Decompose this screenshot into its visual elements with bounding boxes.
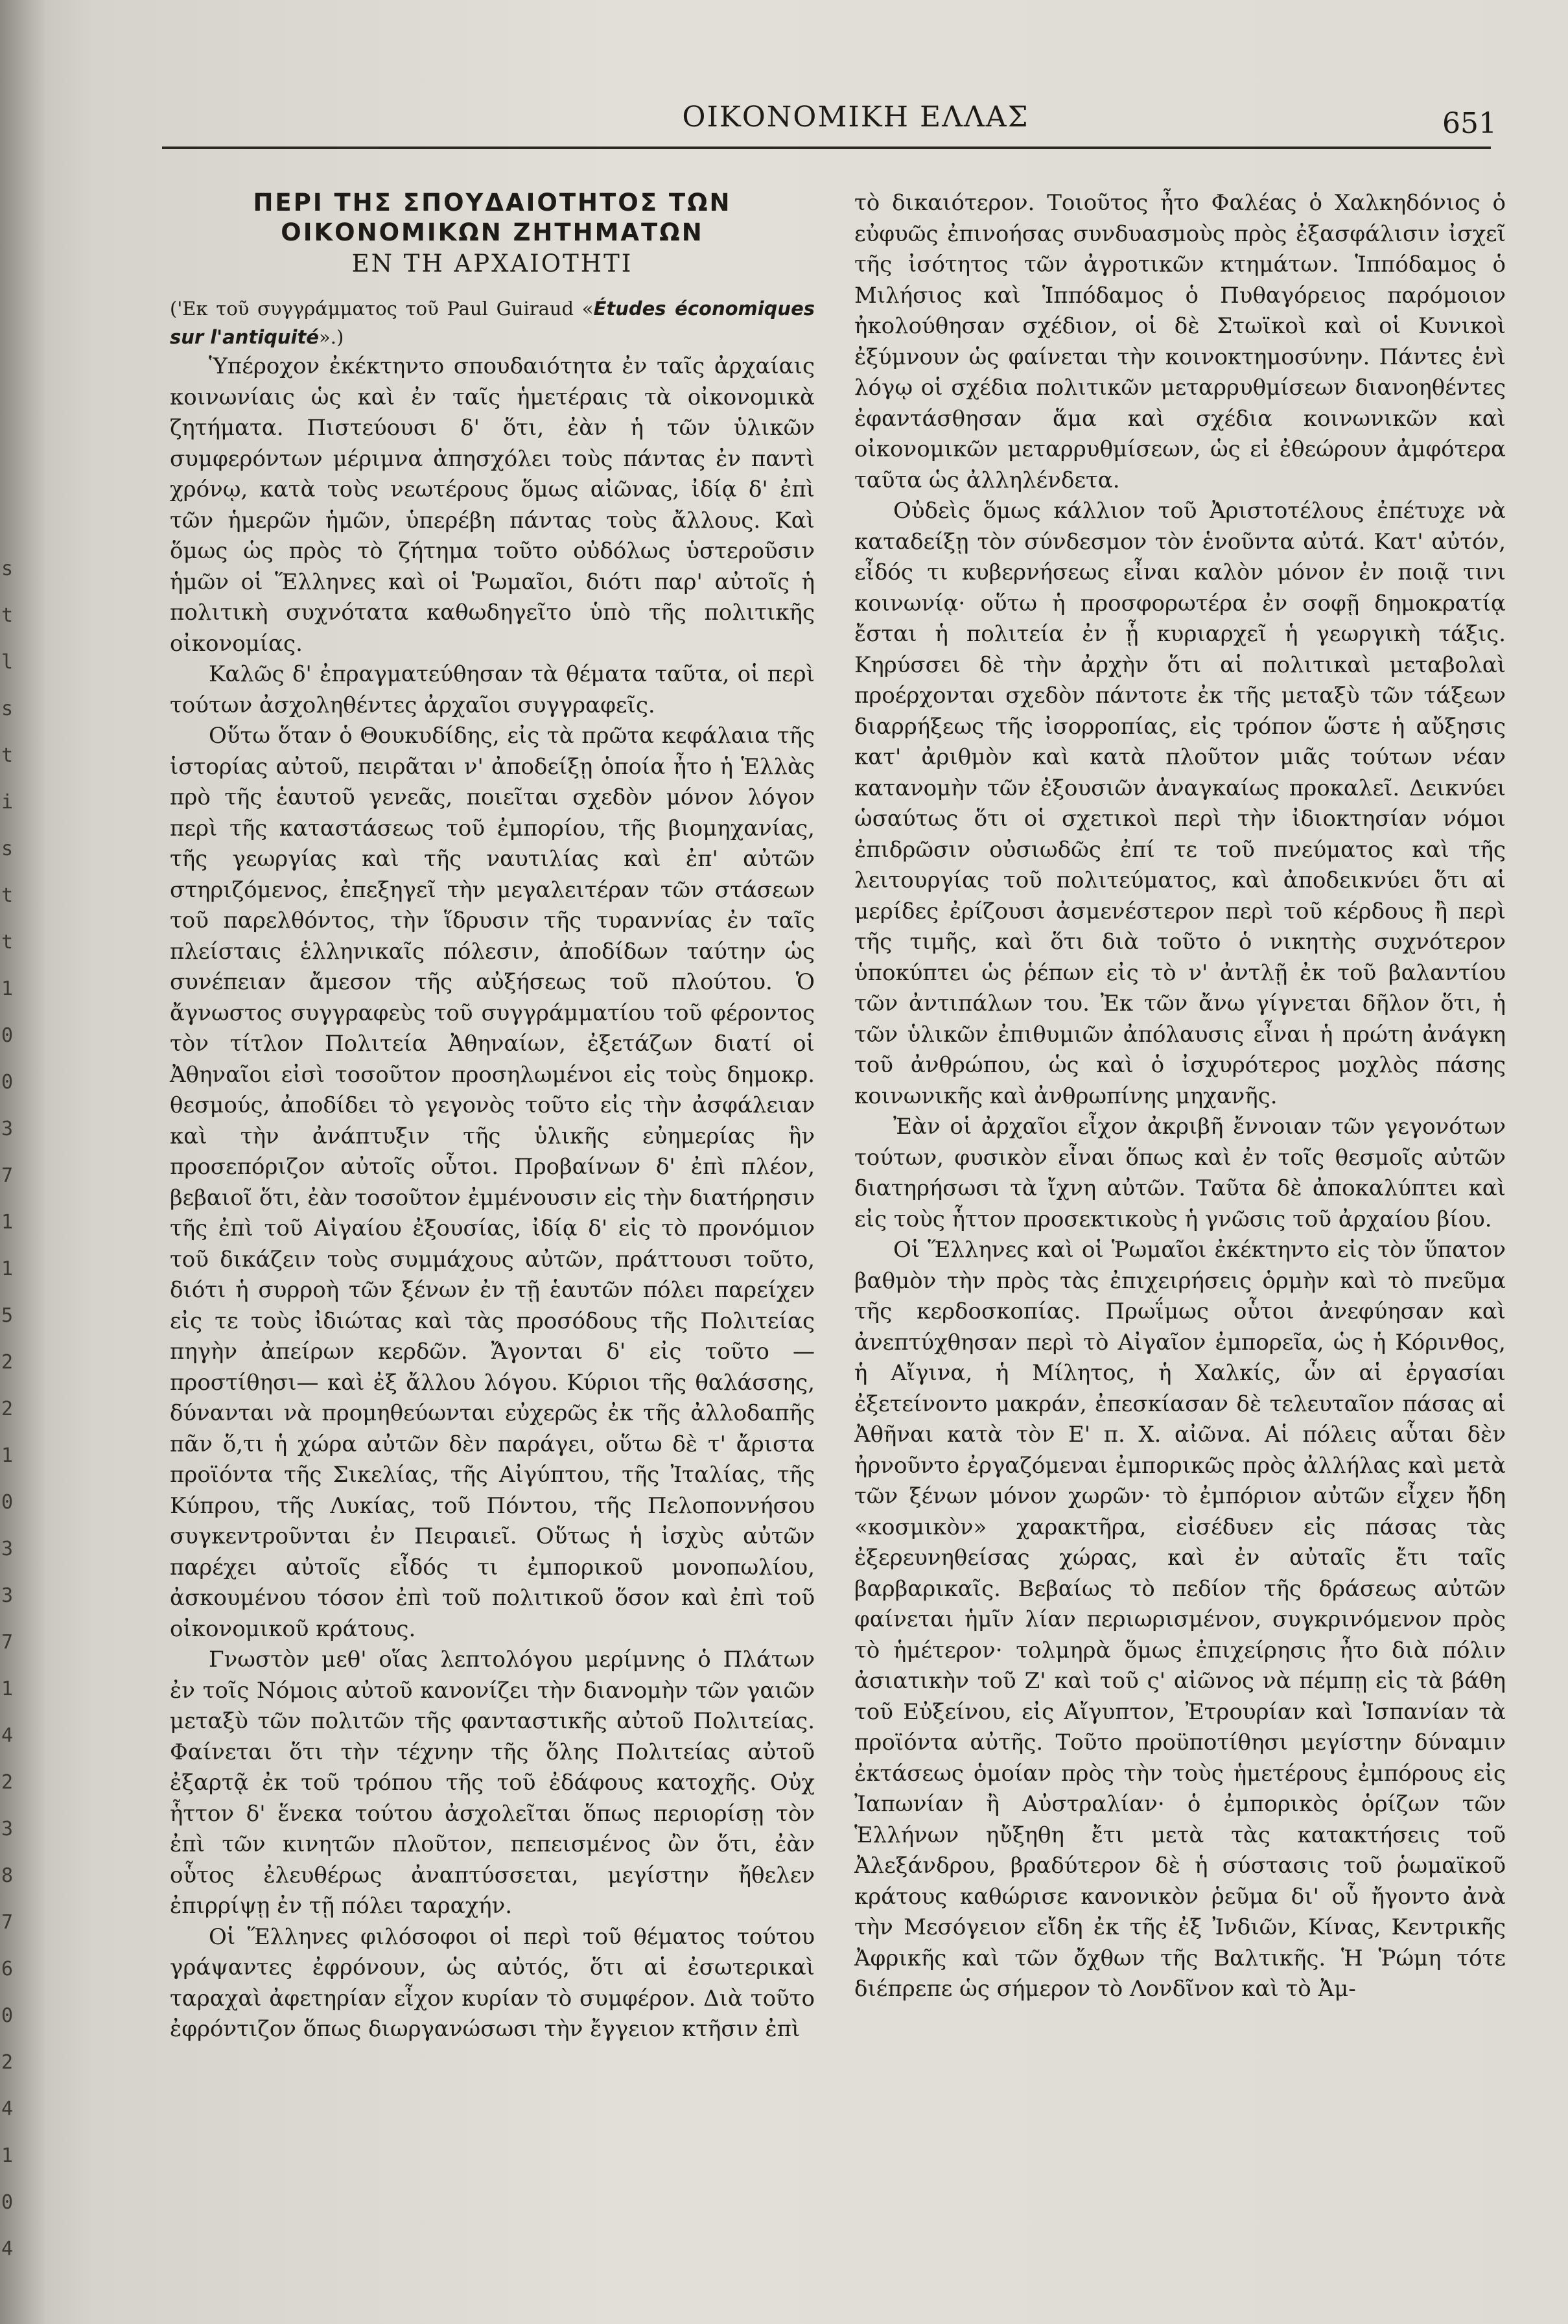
edge-mark: 2 — [1, 2051, 14, 2074]
source-note — [170, 294, 815, 351]
edge-mark: l — [1, 651, 14, 674]
edge-mark: 8 — [1, 1864, 14, 1887]
edge-mark: 0 — [1, 1071, 14, 1094]
paragraph: Καλῶς δ' ἐπραγματεύθησαν τὰ θέματα ταῦτα, οἱ περὶ τούτων ἀσχοληθέντες ἀρχαῖοι συγγραφεῖς. — [170, 661, 815, 718]
paragraph: Ὑπέροχον ἐκέκτηντο σπουδαιότητα ἐν ταῖς ἀρχαίαις κοινωνίαις ὡς καὶ ἐν ταῖς ἡμετέραις τὰ οἰκονομικὰ ζητήματα. Πιστεύουσι δ' ὅτι, ἐὰν ἡ τῶν ὑλικῶν συμφερόντων μέριμνα ἀπησχόλει τοὺς πάντας ἐν παντὶ χρόνῳ, κατὰ τοὺς νεωτέρους ὅμως αἰῶνας, ἰδίᾳ δ' ἐπὶ τῶν ἡμερῶν ἡμῶν, ὑπερέβη πάντας τοὺς ἄλλους. Καὶ ὅμως ὡς πρὸς τὸ ζήτημα τοῦτο οὐδόλως ὑστεροῦσιν ἡμῶν οἱ Ἕλληνες καὶ οἱ Ῥωμαῖοι, διότι παρ' αὐτοῖς ἡ πολιτικὴ συχνότατα καθωδηγεῖτο ὑπὸ τῆς πολιτικῆς οἰκονομίας. — [170, 353, 815, 657]
source-prefix: ('Εκ τοῦ συγγράμματος τοῦ Paul Guiraud « — [170, 298, 594, 320]
edge-mark: 7 — [1, 1164, 14, 1187]
edge-mark: s — [1, 698, 14, 720]
edge-mark: 4 — [1, 2098, 14, 2120]
edge-mark: 7 — [1, 1911, 14, 1934]
edge-mark: 7 — [1, 1631, 14, 1654]
paragraph: Γνωστὸν μεθ' οἵας λεπτολόγου μερίμνης ὁ Πλάτων ἐν τοῖς Νόμοις αὐτοῦ κανονίζει τὴν διανομὴν τῶν γαιῶν μεταξὺ τῶν πολιτῶν τῆς φανταστικῆς αὐτοῦ Πολιτείας. Φαίνεται ὅτι τὴν τέχνην τῆς ὅλης Πολιτείας αὐτοῦ ἐξαρτᾷ ἐκ τοῦ τρόπου τῆς τοῦ ἐδάφους κατοχῆς. Οὐχ ἧττον δ' ἕνεκα τούτου ἀσχολεῖται ὅπως περιορίσῃ τὸν ἐπὶ τῶν κινητῶν πλοῦτον, πεπεισμένος ὢν ὅτι, ἐὰν οὗτος ἐλευθέρως ἀναπτύσσεται, μεγίστην ἤθελεν ἐπιρρίψῃ ἐν τῇ πόλει ταραχήν. — [170, 1647, 815, 1919]
header-rule — [162, 147, 1491, 149]
edge-mark: 2 — [1, 1398, 14, 1420]
source-work-title: Études économiques sur l'antiquité — [170, 298, 815, 348]
edge-mark: t — [1, 744, 14, 767]
edge-mark: 0 — [1, 2191, 14, 2214]
left-column — [170, 188, 815, 2045]
edge-mark: t — [1, 884, 14, 907]
paragraph: Οὐδεὶς ὅμως κάλλιον τοῦ Ἀριστοτέλους ἐπέτυχε νὰ καταδείξῃ τὸν σύνδεσμον τὸν ἑνοῦντα αὐτά. Κατ' αὐτόν, εἶδός τι κυβερνήσεως εἶναι καλὸν μόνον ἐν ποιᾷ τινι κοινωνίᾳ· οὕτω ἡ προσφορωτέρα ἐν σοφῇ δημοκρατίᾳ ἔσται ἡ πολιτεία ἐν ᾗ κυριαρχεῖ ἡ γεωργικὴ τάξις. Κηρύσσει δὲ τὴν ἀρχὴν ὅτι αἱ πολιτικαὶ μεταβολαὶ προέρχονται σχεδὸν πάντοτε ἐκ τῆς μεταξὺ τῶν τάξεων διαρρήξεως τῆς ἰσορροπίας, εἰς τρόπον ὥστε ἡ αὔξησις κατ' ἀριθμὸν καὶ κατὰ πλοῦτον μιᾶς τούτων νέαν κατανομὴν τῶν ἐξουσιῶν ἀναγκαίως προκαλεῖ. Δεικνύει ὡσαύτως ὅτι οἱ σχετικοὶ περὶ τὴν ἰδιοκτησίαν νόμοι ἐπιδρῶσιν οὐσιωδῶς ἐπί τε τοῦ πνεύματος καὶ τῆς λειτουργίας τοῦ πολιτεύματος, καὶ ἀποδεικνύει ὅτι αἱ μερίδες ἐρίζουσι ἀσμενέστερον περὶ τοῦ κέρδους ἢ περὶ τῆς τιμῆς, καὶ ὅτι διὰ τοῦτο ὁ νικητὴς συχνότερον ὑποκύπτει ὡς ῥέπων εἰς τὸ ν' ἀντλῇ ἐκ τοῦ βαλαντίου τῶν ἀντιπάλων του. Ἐκ τῶν ἄνω γίγνεται δῆλον ὅτι, ἡ τῶν ὑλικῶν ἐπιθυμιῶν ἀπόλαυσις εἶναι ἡ πρώτη ἀνάγκη τοῦ ἀνθρώπου, ὡς καὶ ὁ ἰσχυρότερος μοχλὸς πάσης κοινωνικῆς καὶ ἀνθρωπίνης μηχανῆς. — [854, 498, 1506, 1109]
edge-mark: 3 — [1, 1818, 14, 1840]
paragraph: τὸ δικαιότερον. Τοιοῦτος ἦτο Φαλέας ὁ Χαλκηδόνιος ὁ εὐφυῶς ἐπινοήσας συνδυασμοὺς πρὸς ἐξασφάλισιν ἰσχεῖ τῆς ἰσότητος τῶν ἀγροτικῶν κτημάτων. Ἱππόδαμος ὁ Μιλήσιος καὶ Ἱππόδαμος ὁ Πυθαγόρειος παρόμοιον ἠκολούθησαν σχέδιον, οἱ δὲ Στωϊκοὶ καὶ οἱ Κυνικοὶ ἐξύμνουν ὡς φαίνεται τὴν κοινοκτημοσύνην. Πάντες ἑνὶ λόγῳ οἱ σχέδια πολιτικῶν μεταρρυθμίσεων διανοηθέντες ἐφαντάσθησαν ἅμα καὶ σχέδια κοινωνικῶν καὶ οἰκονομικῶν μεταρρυθμίσεων, ὡς εἰ ἐθεώρουν ἀμφότερα ταῦτα ὡς ἀλληλένδετα. — [854, 190, 1506, 493]
edge-mark: 0 — [1, 1491, 14, 1514]
paragraph: Ἐὰν οἱ ἀρχαῖοι εἶχον ἀκριβῆ ἔννοιαν τῶν γεγονότων τούτων, φυσικὸν εἶναι ὅπως καὶ ἐν τοῖς θεσμοῖς αὐτῶν διατηρήσωσι τὰ ἴχνη αὐτῶν. Ταῦτα δὲ ἀποκαλύπτει καὶ εἰς τοὺς ἧττον προσεκτικοὺς ἡ γνῶσις τοῦ ἀρχαίου βίου. — [854, 1114, 1506, 1232]
edge-mark: 3 — [1, 1118, 14, 1140]
edge-mark: 1 — [1, 978, 14, 1000]
edge-mark: 5 — [1, 1304, 14, 1327]
edge-mark: s — [1, 558, 14, 580]
paragraph: Οἱ Ἕλληνες φιλόσοφοι οἱ περὶ τοῦ θέματος τούτου γράψαντες ἐφρόνουν, ὡς αὐτός, ὅτι αἱ ἐσωτερικαὶ ταραχαὶ ἀφετηρίαν εἶχον κυρίαν τὸ συμφέρον. Διὰ τοῦτο ἐφρόντιζον ὅπως διωργανώσωσι τὴν ἔγγειον κτῆσιν ἐπὶ — [170, 1923, 815, 2042]
article-subtitle: ΕΝ ΤΗ ΑΡΧΑΙΟΤΗΤΙ — [351, 250, 633, 277]
edge-mark: 1 — [1, 2144, 14, 2167]
edge-mark: 1 — [1, 1258, 14, 1280]
paragraph: Οὕτω ὅταν ὁ Θουκυδίδης, εἰς τὰ πρῶτα κεφάλαια τῆς ἱστορίας αὐτοῦ, πειρᾶται ν' ἀποδείξῃ ὁποία ἦτο ἡ Ἑλλὰς πρὸ τῆς ἑαυτοῦ γενεᾶς, ποιεῖται σχεδὸν μόνον λόγον περὶ τῆς καταστάσεως τοῦ ἐμπορίου, τῆς βιομηχανίας, τῆς γεωργίας καὶ τῆς ναυτιλίας καὶ ἐπ' αὐτῶν στηριζόμενος, ἐπεξηγεῖ τὴν μεγαλειτέραν τῶν στάσεων τοῦ παρελθόντος, τὴν ἵδρυσιν τῆς τυραννίας ἐν ταῖς πλείσταις ἑλληνικαῖς πόλεσιν, ἀποδίδων ταύτην ὡς συνέπειαν ἄμεσον τῆς αὐξήσεως τοῦ πλούτου. Ὁ ἄγνωστος συγγραφεὺς τοῦ συγγράμματίου τοῦ φέροντος τὸν τίτλον Πολιτεία Ἀθηναίων, ἐξετάζων διατί οἱ Ἀθηναῖοι εἰσὶ τοσοῦτον προσηλωμένοι εἰς τοὺς δημοκρ. θεσμούς, ἀποδίδει τὸ γεγονὸς τοῦτο εἰς τὴν ἀσφάλειαν καὶ τὴν ἀνάπτυξιν τῆς ὑλικῆς εὐημερίας ἣν προσεπόριζον αὐτοῖς οὗτοι. Προβαίνων δ' ἐπὶ πλέον, βεβαιοῖ ὅτι, ἐὰν τοσοῦτον ἐμμένουσιν εἰς τὴν διατήρησιν τῆς ἐπὶ τοῦ Αἰγαίου ἐξουσίας, ἰδίᾳ δ' εἰς τὸ προνόμιον τοῦ δικάζειν τοὺς συμμάχους αὐτῶν, πράττουσι τοῦτο, διότι ἡ συρροὴ τῶν ξένων ἐν τῇ ἑαυτῶν πόλει παρείχεν εἰς τε τοὺς ἰδιώτας καὶ τὰς προσόδους τῆς Πολιτείας πηγὴν ἀπείρων κερδῶν. Ἄγονται δ' εἰς τοῦτο —προστίθησι— καὶ ἐξ ἄλλου λόγου. Κύριοι τῆς θαλάσσης, δύνανται νὰ προμηθεύωνται εὐχερῶς ἐκ τῆς ἀλλοδαπῆς πᾶν ὅ,τι ἡ χώρα αὐτῶν δὲν παράγει, οὕτω δὲ τ' ἄριστα προϊόντα τῆς Σικελίας, τῆς Αἰγύπτου, τῆς Ἰταλίας, τῆς Κύπρου, τῆς Λυκίας, τοῦ Πόντου, τῆς Πελοποννήσου συγκεντροῦνται ἐν Πειραιεῖ. Οὕτως ἡ ἰσχὺς αὐτῶν παρέχει αὐτοῖς εἶδός τι ἐμπορικοῦ μονοπωλίου, ἀσκουμένου τόσον ἐπὶ τοῦ πολιτικοῦ ὅσον καὶ ἐπὶ τοῦ οἰκονομικοῦ κράτους. — [170, 723, 815, 1642]
edge-mark: t — [1, 931, 14, 954]
edge-mark: t — [1, 604, 14, 627]
edge-mark: 2 — [1, 1771, 14, 1794]
edge-mark: s — [1, 838, 14, 860]
edge-mark: 3 — [1, 1584, 14, 1607]
edge-mark: 1 — [1, 1211, 14, 1234]
source-suffix: ».) — [319, 326, 344, 348]
running-title: ΟΙΚΟΝΟΜΙΚΗ ΕΛΛΑΣ — [682, 100, 1029, 134]
edge-mark: i — [1, 791, 14, 814]
paragraph: Οἱ Ἕλληνες καὶ οἱ Ῥωμαῖοι ἐκέκτηντο εἰς τὸν ὕπατον βαθμὸν τὴν πρὸς τὰς ἐπιχειρήσεις ὁρμὴν καὶ τὸ πνεῦμα τῆς κερδοσκοπίας. Πρωΐμως οὗτοι ἀνεφύησαν καὶ ἀνεπτύχθησαν περὶ τὸ Αἰγαῖον ἐμπορεῖα, ὡς ἡ Κόρινθος, ἡ Αἴγινα, ἡ Μίλητος, ἡ Χαλκίς, ὧν αἱ ἐργασίαι ἐξετείνοντο μακράν, ἐπεσκίασαν δὲ τελευταῖον πάσας αἱ Ἀθῆναι κατὰ τὸν Ε' π. Χ. αἰῶνα. Αἱ πόλεις αὗται δὲν ἠρνοῦντο ἐργαζόμεναι ἐμπορικῶς πρὸς ἀλλήλας καὶ μετὰ τῶν ξένων μόνον χωρῶν· τὸ ἐμπόριον αὐτῶν εἶχεν ἤδη «κοσμικὸν» χαρακτῆρα, εἰσέδυεν εἰς πάσας τὰς ἐξερευνηθείσας χώρας, καὶ ἐν αὐταῖς ἔτι ταῖς βαρβαρικαῖς. Βεβαίως τὸ πεδίον τῆς δράσεως αὐτῶν φαίνεται ἡμῖν λίαν περιωρισμένον, συγκρινόμενον πρὸς τὸ ἡμέτερον· τολμηρὰ ὅμως ἐπιχείρησις ἦτο διὰ πόλιν ἀσιατικὴν τοῦ Ζ' καὶ τοῦ ς' αἰῶνος νὰ πέμπῃ εἰς τὰ βάθη τοῦ Εὐξείνου, εἰς Αἴγυπτον, Ἐτρουρίαν καὶ Ἱσπανίαν τὰ προϊόντα αὐτῆς. Τοῦτο προϋποτίθησι μεγίστην δύναμιν ἐκτάσεως ὁμοίαν πρὸς τὴν τοὺς ἡμετέρους ἐμπόρους εἰς Ἰαπωνίαν ἢ Αὐστραλίαν· ὁ ἐμπορικὸς ὁρίζων τῶν Ἑλλήνων ηὔξηθη ἔτι μετὰ τὰς κατακτήσεις τοῦ Ἀλεξάνδρου, βραδύτερον δὲ ἡ σύστασις τοῦ ῥωμαϊκοῦ κράτους καθώρισε κανονικὸν ῥεῦμα δι' οὗ ἤγοντο ἀνὰ τὴν Μεσόγειον εἴδη ἐκ τῆς ἐξ Ἰνδιῶν, Κίνας, Κεντρικῆς Ἀφρικῆς καὶ τῶν ὄχθων τῆς Βαλτικῆς. Ἡ Ῥώμη τότε διέπρεπε ὡς σήμερον τὸ Λονδῖνον καὶ τὸ Ἀμ- — [854, 1237, 1506, 2002]
edge-mark: 0 — [1, 2004, 14, 2027]
edge-mark: 6 — [1, 1958, 14, 1980]
edge-mark: 1 — [1, 1444, 14, 1467]
edge-mark: 2 — [1, 1351, 14, 1374]
edge-mark: 3 — [1, 1538, 14, 1560]
edge-mark: 4 — [1, 1724, 14, 1747]
edge-mark: 1 — [1, 1678, 14, 1700]
edge-mark: 0 — [1, 1024, 14, 1047]
article-title: ΠΕΡΙ ΤΗΣ ΣΠΟΥΔΑΙΟΤΗΤΟΣ ΤΩΝ ΟΙΚΟΝΟΜΙΚΩΝ ΖΗΤΗΜΑΤΩΝ — [253, 189, 732, 246]
page-number: 651 — [1442, 107, 1497, 140]
right-column — [854, 188, 1506, 2005]
edge-mark: 4 — [1, 2238, 14, 2260]
